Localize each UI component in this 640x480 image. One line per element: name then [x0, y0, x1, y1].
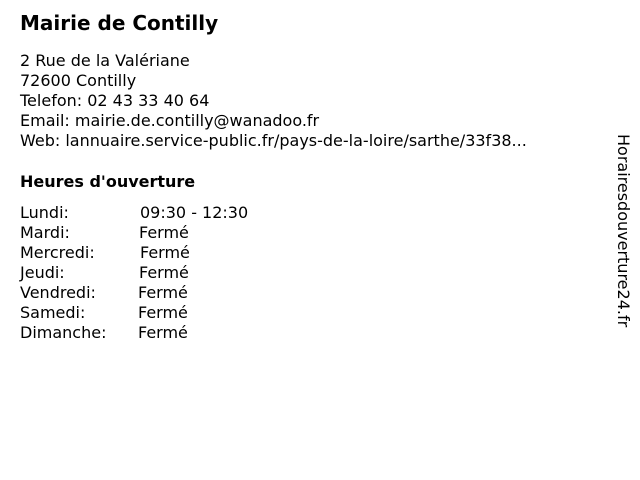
hours-row-tuesday [20, 223, 600, 243]
day-label: Jeudi: [20, 263, 65, 282]
time-value: Fermé [140, 243, 190, 262]
business-card [20, 10, 600, 343]
website-link[interactable]: Web: lannuaire.service-public.fr/pays-de-la-loire/sarthe/33f38... [20, 131, 527, 150]
time-value: Fermé [138, 283, 188, 302]
day-label: Mercredi: [20, 243, 95, 262]
opening-hours-list [20, 203, 600, 343]
time-value: Fermé [139, 263, 189, 282]
time-value: Fermé [138, 303, 188, 322]
hours-row-thursday [20, 263, 600, 283]
hours-row-wednesday [20, 243, 600, 263]
hours-row-friday [20, 283, 600, 303]
day-label: Mardi: [20, 223, 70, 242]
time-value: Fermé [139, 223, 189, 242]
hours-row-sunday [20, 323, 600, 343]
address-city: 72600 Contilly [20, 71, 137, 90]
day-label: Samedi: [20, 303, 86, 322]
time-value: 09:30 - 12:30 [140, 203, 249, 222]
time-value: Fermé [138, 323, 188, 342]
hours-row-saturday [20, 303, 600, 323]
phone-number: Telefon: 02 43 33 40 64 [20, 91, 210, 110]
page-title: Mairie de Contilly [20, 11, 219, 35]
hours-heading: Heures d'ouverture [20, 172, 196, 191]
day-label: Lundi: [20, 203, 69, 222]
address-street: 2 Rue de la Valériane [20, 51, 190, 70]
site-brand-vertical[interactable]: Horairesdouverture24.fr [614, 134, 633, 328]
contact-info [20, 51, 600, 151]
day-label: Dimanche: [20, 323, 107, 342]
email-address: Email: mairie.de.contilly@wanadoo.fr [20, 111, 320, 130]
hours-row-monday [20, 203, 600, 223]
day-label: Vendredi: [20, 283, 96, 302]
